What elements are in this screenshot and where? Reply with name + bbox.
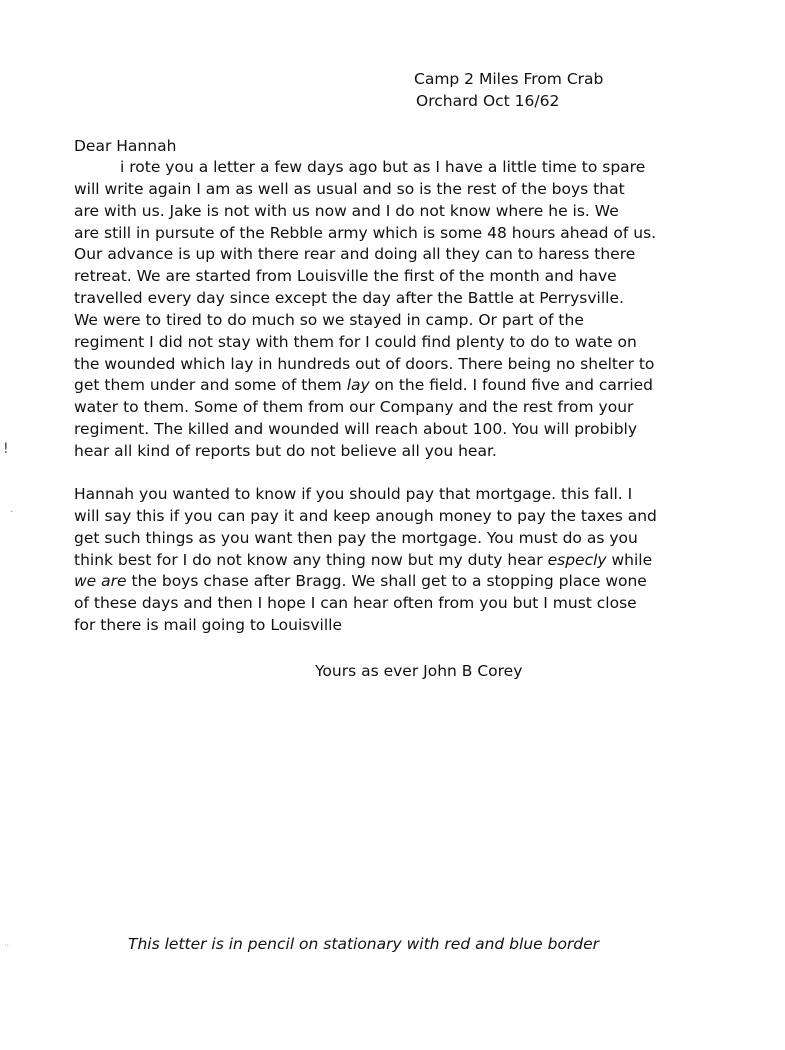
paragraph-line: will write again I am as well as usual and so is the rest of the boys that bbox=[74, 179, 625, 198]
paragraph-line: are with us. Jake is not with us now and I do not know where he is. We bbox=[74, 201, 619, 220]
paragraph-line: We were to tired to do much so we stayed in camp. Or part of the bbox=[74, 310, 584, 329]
scan-speck: ·· bbox=[4, 941, 10, 950]
closing-signature: Yours as ever John B Corey bbox=[315, 662, 523, 680]
emphasized-word: we are bbox=[74, 572, 127, 591]
paragraph-line: the wounded which lay in hundreds out of doors. There being no shelter to bbox=[74, 354, 655, 373]
paragraph-line: i rote you a letter a few days ago but as I have a little time to spare bbox=[120, 158, 646, 176]
paragraph-line: will say this if you can pay it and keep anough money to pay the taxes and bbox=[74, 506, 657, 525]
scan-speck: · bbox=[10, 505, 14, 518]
footer-note: This letter is in pencil on stationary with red and blue border bbox=[128, 935, 600, 953]
paragraph-line bbox=[74, 375, 656, 397]
paragraph-line bbox=[74, 571, 657, 593]
paragraph-line: travelled every day since except the day after the Battle at Perrysville. bbox=[74, 289, 624, 308]
salutation: Dear Hannah bbox=[74, 137, 177, 155]
paragraph-line: get such things as you want then pay the mortgage. You must do as you bbox=[74, 528, 638, 547]
paragraph-line: regiment. The killed and wounded will reach about 100. You will probibly bbox=[74, 420, 638, 439]
paragraph-line: retreat. We are started from Louisville the first of the month and have bbox=[74, 267, 617, 286]
line-text: think best for I do not know any thing now but my duty hear bbox=[74, 550, 548, 569]
paragraph-line: Hannah you wanted to know if you should pay that mortgage. this fall. I bbox=[74, 485, 633, 503]
letter-heading bbox=[414, 68, 603, 112]
paragraph-line bbox=[74, 550, 657, 572]
paragraph-line: water to them. Some of them from our Company and the rest from your bbox=[74, 398, 634, 417]
paragraph-1 bbox=[74, 157, 656, 463]
heading-line-1: Camp 2 Miles From Crab bbox=[414, 70, 604, 88]
line-text: the boys chase after Bragg. We shall get to a stopping place wone bbox=[126, 572, 647, 591]
paragraph-line: hear all kind of reports but do not believe all you hear. bbox=[74, 441, 497, 460]
paragraph-line: Our advance is up with there rear and doing all they can to haress there bbox=[74, 245, 636, 264]
heading-line-2: Orchard Oct 16/62 bbox=[416, 92, 560, 110]
paragraph-2 bbox=[74, 484, 657, 637]
line-text: get them under and some of them bbox=[74, 376, 347, 395]
paragraph-line: regiment I did not stay with them for I could find plenty to do to wate on bbox=[74, 332, 637, 351]
paragraph-line: for there is mail going to Louisville bbox=[74, 616, 343, 635]
margin-mark: ! bbox=[3, 441, 9, 457]
line-text: on the field. I found five and carried bbox=[369, 376, 654, 395]
paragraph-line: of these days and then I hope I can hear often from you but I must close bbox=[74, 594, 637, 613]
line-text: while bbox=[606, 550, 653, 569]
paragraph-line: are still in pursute of the Rebble army which is some 48 hours ahead of us. bbox=[74, 223, 657, 242]
emphasized-word: lay bbox=[346, 376, 370, 395]
emphasized-word: especly bbox=[547, 550, 607, 569]
